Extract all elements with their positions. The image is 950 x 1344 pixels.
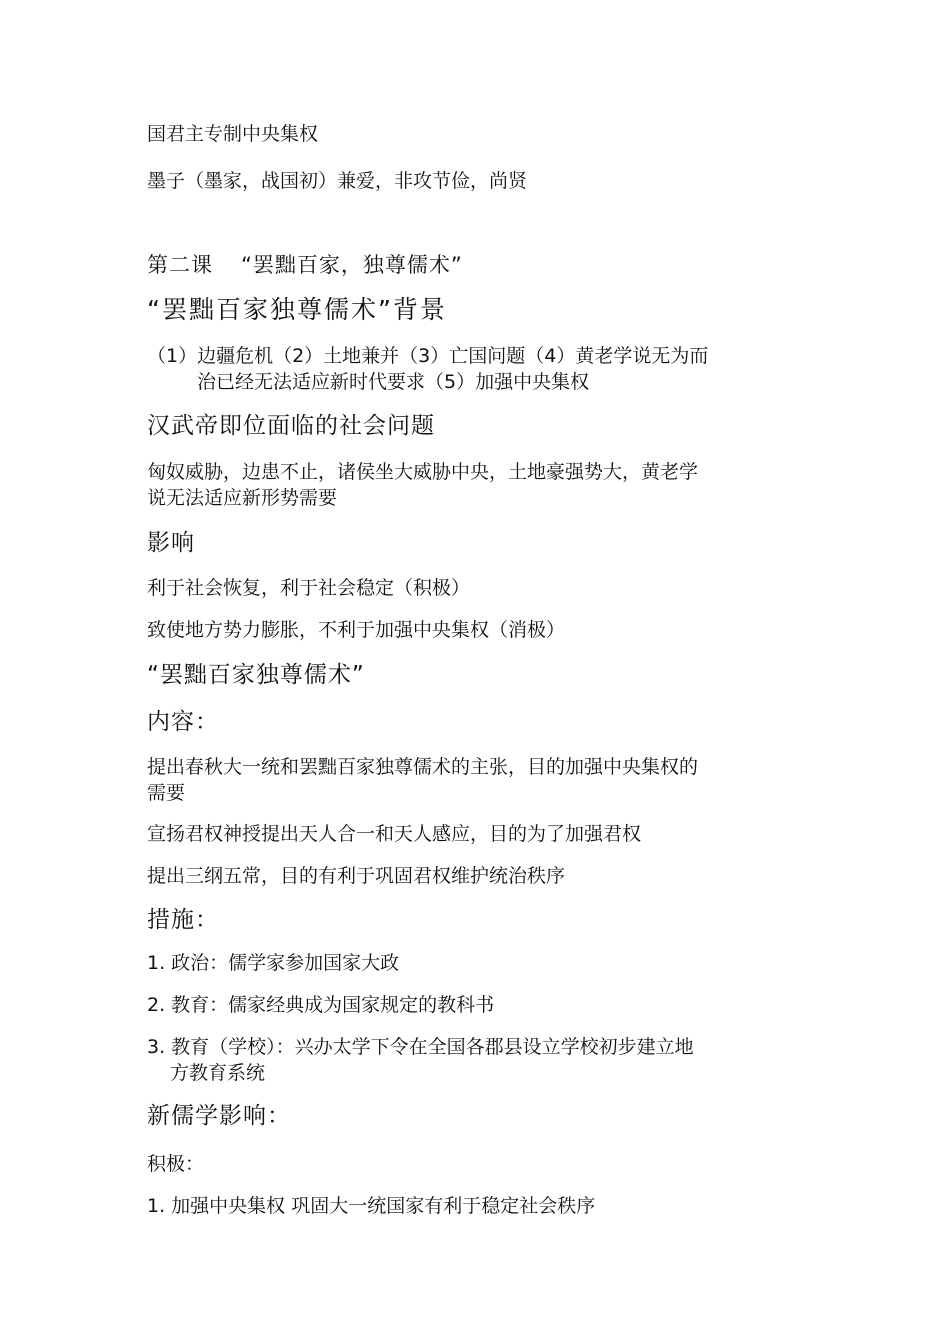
list-item: 1. 政治：儒学家参加国家大政 [147,952,400,974]
text-line: 需要 [147,782,186,804]
list-item: 1. 加强中央集权 巩固大一统国家有利于稳定社会秩序 [147,1195,596,1217]
section-heading: 新儒学影响： [147,1103,291,1129]
lesson-number: 第二课 [147,253,213,277]
list-item: 3. 教育（学校）：兴办太学下令在全国各郡县设立学校初步建立地 [147,1036,694,1058]
text-line: 利于社会恢复，利于社会稳定（积极） [147,577,471,599]
section-heading: 影响 [147,530,195,556]
text-line: 提出三纲五常，目的有利于巩固君权维护统治秩序 [147,865,566,887]
text-line: 说无法适应新形势需要 [147,487,338,509]
section-heading: 汉武帝即位面临的社会问题 [147,413,435,439]
text-line: 国君主专制中央集权 [147,123,319,145]
subsection-heading: 内容： [147,709,219,735]
text-line: （1）边疆危机（2）土地兼并（3）亡国问题（4）黄老学说无为而 [147,345,709,367]
text-line: 宣扬君权神授提出天人合一和天人感应，目的为了加强君权 [147,823,642,845]
list-item: 2. 教育：儒家经典成为国家规定的教科书 [147,994,495,1016]
lesson-title: “罢黜百家，独尊儒术” [241,253,463,277]
text-line: 墨子（墨家，战国初）兼爱，非攻节俭，尚贤 [147,170,528,192]
section-heading: “罢黜百家独尊儒术”背景 [147,295,447,324]
lesson-heading [147,251,463,279]
text-line: 治已经无法适应新时代要求（5）加强中央集权 [197,371,590,393]
section-heading: “罢黜百家独尊儒术” [147,662,365,688]
text-line: 提出春秋大一统和罢黜百家独尊儒术的主张，目的加强中央集权的 [147,756,699,778]
text-line: 匈奴威胁，边患不止，诸侯坐大威胁中央，土地豪强势大，黄老学 [147,461,699,483]
subsection-label: 积极： [147,1153,205,1175]
subsection-heading: 措施： [147,907,219,933]
text-line: 致使地方势力膨胀，不利于加强中央集权（消极） [147,619,566,641]
list-item-continuation: 方教育系统 [170,1062,266,1084]
